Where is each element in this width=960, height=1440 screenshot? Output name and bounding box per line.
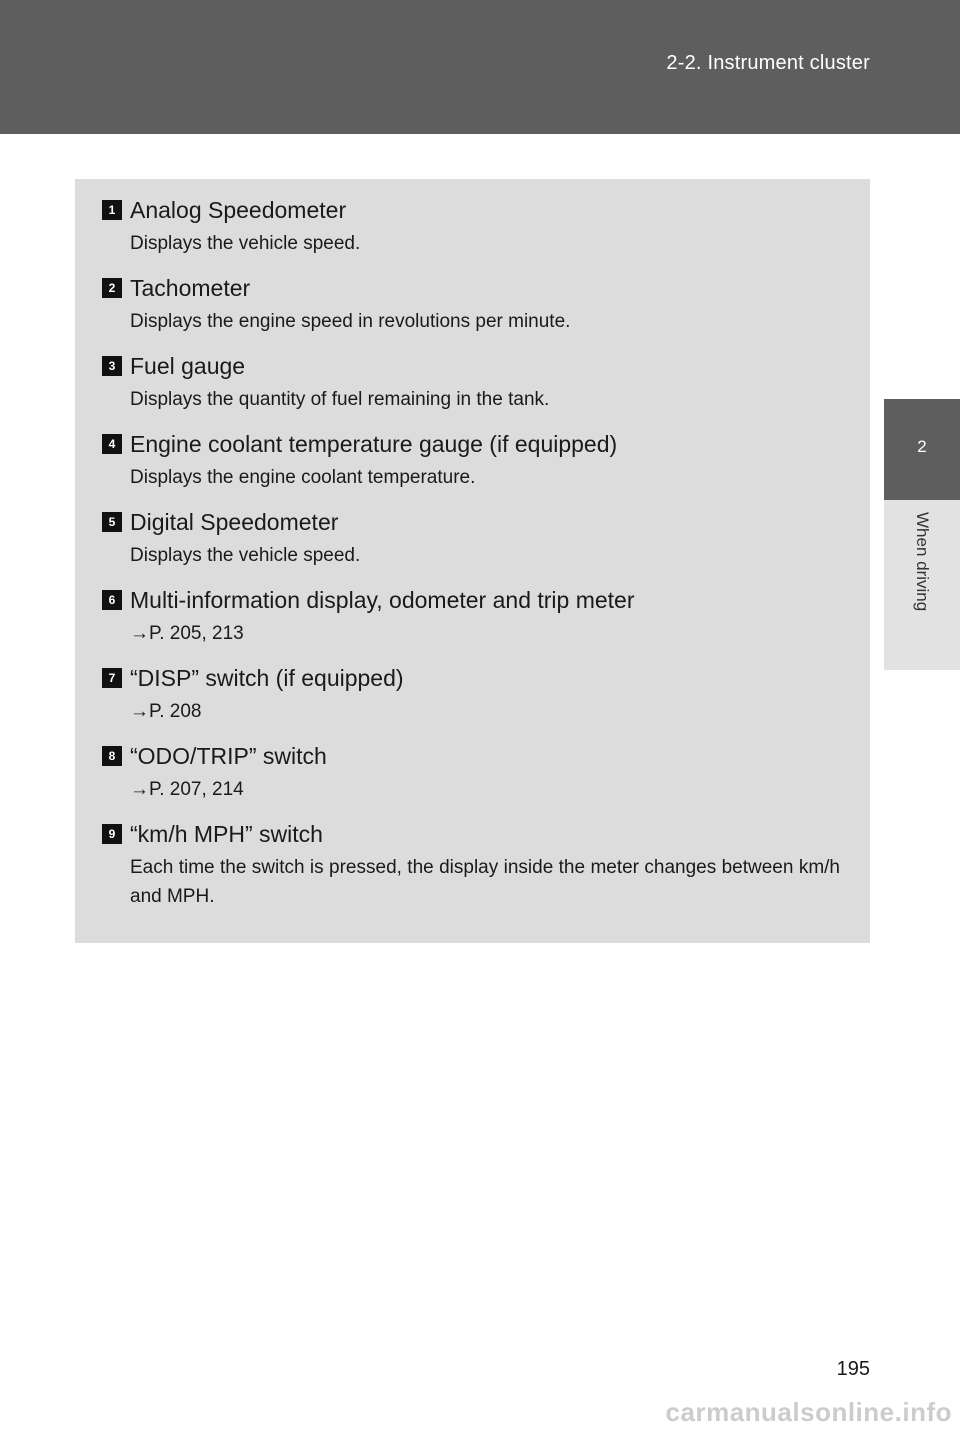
chapter-tab: [884, 399, 960, 500]
item-description: Displays the vehicle speed.: [130, 233, 361, 254]
item-title: Multi-information display, odometer and trip meter: [130, 586, 635, 613]
item-number-badge: 7: [102, 668, 122, 688]
item-number-badge: 9: [102, 824, 122, 844]
chapter-number: 2: [917, 437, 927, 456]
watermark: carmanualsonline.info: [665, 1397, 952, 1427]
item-number-badge: 3: [102, 356, 122, 376]
item-page-reference: →P. 208: [130, 701, 202, 722]
list-item: [102, 351, 840, 414]
item-number-badge: 4: [102, 434, 122, 454]
item-number-badge: 6: [102, 590, 122, 610]
item-title: Fuel gauge: [130, 352, 246, 379]
list-item: [102, 507, 840, 570]
list-item: [102, 741, 840, 804]
item-title: Tachometer: [130, 274, 251, 301]
item-number-badge: 1: [102, 200, 122, 220]
item-description: Displays the engine speed in revolutions per minute.: [130, 311, 571, 332]
list-item: [102, 585, 840, 648]
item-title: Analog Speedometer: [130, 196, 347, 223]
item-title: “km/h MPH” switch: [130, 820, 323, 847]
chapter-label: When driving: [913, 512, 932, 612]
list-item: [102, 819, 840, 911]
list-item: [102, 273, 840, 336]
section-title: 2-2. Instrument cluster: [666, 52, 870, 74]
item-number-badge: 8: [102, 746, 122, 766]
page-number: 195: [836, 1358, 870, 1380]
item-title: “ODO/TRIP” switch: [130, 742, 327, 769]
item-page-reference: →P. 205, 213: [130, 623, 244, 644]
item-title: Engine coolant temperature gauge (if equipped): [130, 430, 618, 457]
list-item: [102, 663, 840, 726]
item-number-badge: 2: [102, 278, 122, 298]
component-list: [75, 179, 870, 943]
item-description: Displays the quantity of fuel remaining in the tank.: [130, 389, 550, 410]
page-header: [0, 0, 960, 134]
chapter-label-tab: [884, 500, 960, 670]
item-description: Displays the engine coolant temperature.: [130, 467, 476, 488]
item-title: “DISP” switch (if equipped): [130, 664, 404, 691]
item-number-badge: 5: [102, 512, 122, 532]
list-item: [102, 195, 840, 258]
item-title: Digital Speedometer: [130, 508, 339, 535]
list-item: [102, 429, 840, 492]
item-page-reference: →P. 207, 214: [130, 779, 244, 800]
item-description: Each time the switch is pressed, the display inside the meter changes between km/h and MPH.: [130, 857, 840, 907]
item-description: Displays the vehicle speed.: [130, 545, 361, 566]
